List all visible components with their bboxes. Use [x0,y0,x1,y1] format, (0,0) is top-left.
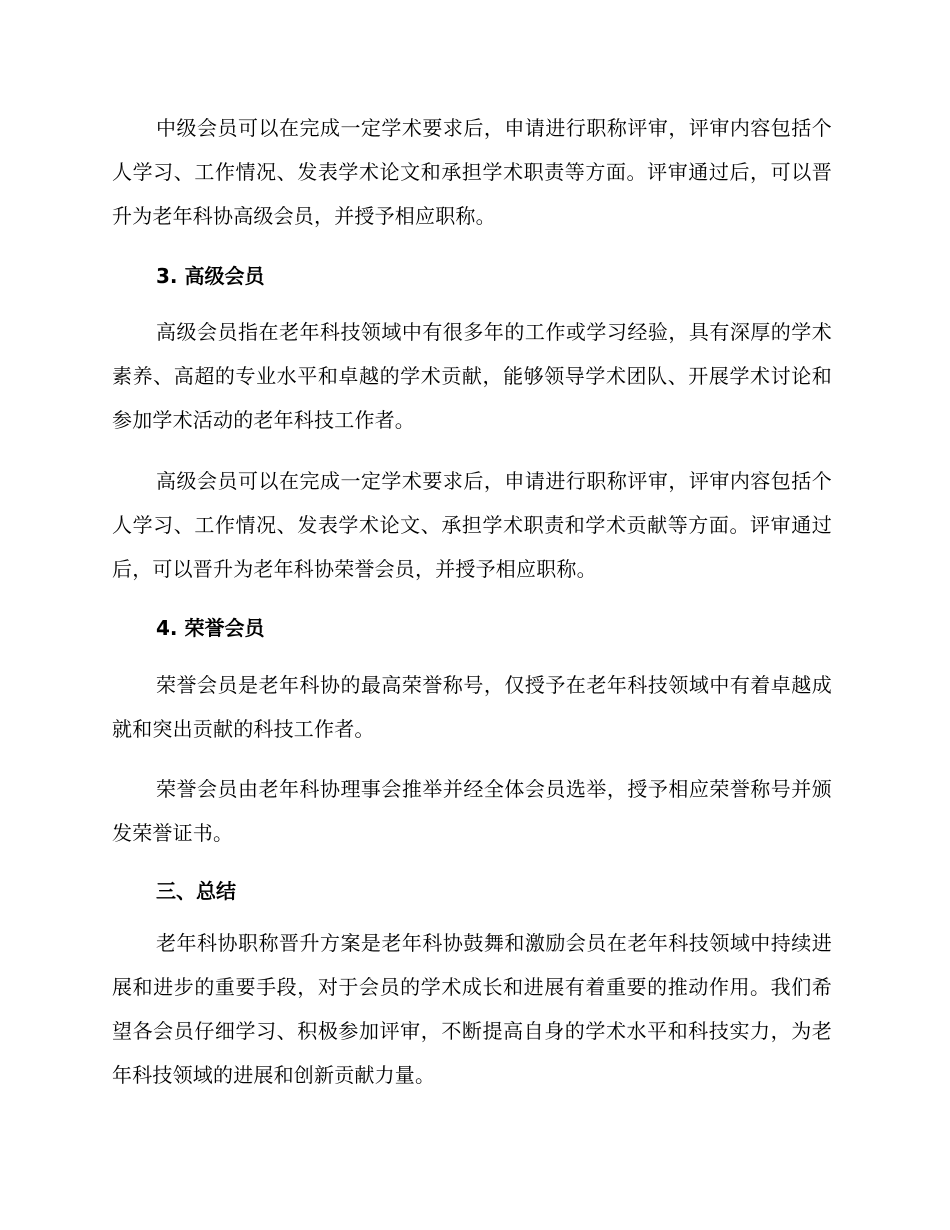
heading-senior-member: 3. 高级会员 [156,264,265,288]
paragraph-honorary-member-election: 荣誉会员由老年科协理事会推举并经全体会员选举，授予相应荣誉称号并颁发荣誉证书。 [112,777,832,845]
paragraph-senior-member-definition: 高级会员指在老年科技领域中有很多年的工作或学习经验，具有深厚的学术素养、高超的专业水平和卓越的学术贡献，能够领导学术团队、开展学术讨论和参加学术活动的老年科技工作者。 [112,320,832,432]
paragraph-intermediate-member-review: 中级会员可以在完成一定学术要求后，申请进行职称评审，评审内容包括个人学习、工作情况、发表学术论文和承担学术职责等方面。评审通过后，可以晋升为老年科协高级会员，并授予相应职称。 [112,116,832,228]
paragraph-senior-member-review: 高级会员可以在完成一定学术要求后，申请进行职称评审，评审内容包括个人学习、工作情况、发表学术论文、承担学术职责和学术贡献等方面。评审通过后，可以晋升为老年科协荣誉会员，并授予相应职称。 [112,469,832,581]
paragraph-honorary-member-definition: 荣誉会员是老年科协的最高荣誉称号，仅授予在老年科技领域中有着卓越成就和突出贡献的科技工作者。 [112,673,832,741]
paragraph-summary: 老年科协职称晋升方案是老年科协鼓舞和激励会员在老年科技领域中持续进展和进步的重要手段，对于会员的学术成长和进展有着重要的推动作用。我们希望各会员仔细学习、积极参加评审，不断提高自身的学术水平和科技实力，为老年科技领域的进展和创新贡献力量。 [112,931,832,1087]
heading-honorary-member: 4. 荣誉会员 [156,616,265,640]
heading-summary: 三、总结 [156,879,236,903]
